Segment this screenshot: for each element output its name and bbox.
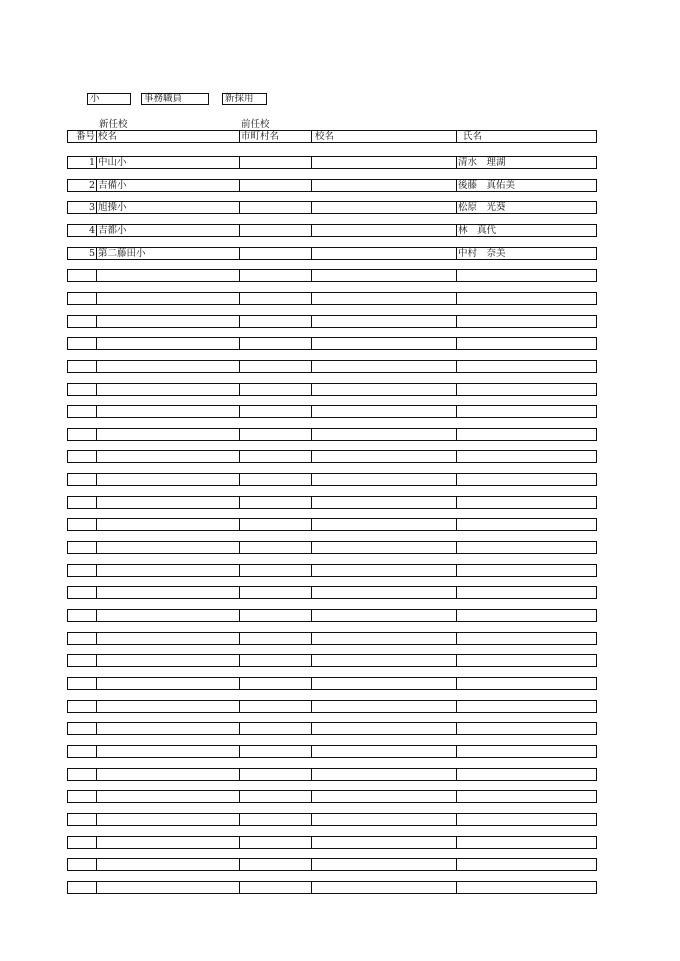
new-school-name-cell xyxy=(97,655,240,666)
previous-school-group-label: 前任校 xyxy=(241,119,270,130)
row-number-cell: 5 xyxy=(68,248,97,259)
staff-name-cell xyxy=(457,316,596,327)
row-number-cell: 1 xyxy=(68,157,97,168)
new-school-name-cell xyxy=(97,293,240,304)
row-number-cell xyxy=(68,270,97,281)
prev-school-name-cell xyxy=(312,882,457,893)
prev-city-cell xyxy=(240,384,312,395)
job-type-box: 事務職員 xyxy=(141,93,209,105)
staff-name-cell xyxy=(457,859,596,870)
new-school-name-cell xyxy=(97,746,240,757)
prev-city-cell xyxy=(240,202,312,213)
prev-city-cell xyxy=(240,474,312,485)
table-row xyxy=(67,360,597,373)
prev-school-name-cell xyxy=(312,406,457,417)
row-number-cell xyxy=(68,701,97,712)
prev-school-name-cell xyxy=(312,316,457,327)
staff-name-cell xyxy=(457,406,596,417)
table-row xyxy=(67,496,597,509)
new-school-name-cell xyxy=(97,406,240,417)
staff-name-cell xyxy=(457,723,596,734)
row-number-cell xyxy=(68,474,97,485)
new-school-name-cell xyxy=(97,791,240,802)
new-school-name-cell: 第二藤田小 xyxy=(97,248,240,259)
row-number-cell: 2 xyxy=(68,180,97,191)
new-school-name-cell: 中山小 xyxy=(97,157,240,168)
staff-name-cell xyxy=(457,633,596,644)
row-number-cell xyxy=(68,746,97,757)
staff-name-cell xyxy=(457,474,596,485)
staff-name-cell xyxy=(457,814,596,825)
row-number-cell xyxy=(68,451,97,462)
staff-name-cell xyxy=(457,587,596,598)
prev-school-name-cell xyxy=(312,384,457,395)
staff-name-cell: 松原 光葵 xyxy=(458,202,506,214)
new-school-name-cell xyxy=(97,270,240,281)
staff-name-cell xyxy=(457,610,596,621)
table-row xyxy=(67,836,597,849)
prev-city-cell xyxy=(240,361,312,372)
table-row xyxy=(67,450,597,463)
new-school-name-cell xyxy=(97,882,240,893)
prev-city-cell xyxy=(240,837,312,848)
new-school-name-cell xyxy=(97,610,240,621)
prev-city-cell xyxy=(240,769,312,780)
new-school-name-cell xyxy=(97,316,240,327)
prev-city-cell xyxy=(240,316,312,327)
table-row xyxy=(67,541,597,554)
new-school-name-cell: 吉都小 xyxy=(97,225,240,236)
table-row xyxy=(67,292,597,305)
table-row xyxy=(67,224,597,237)
row-number-cell xyxy=(68,542,97,553)
prev-city-cell xyxy=(240,225,312,236)
prev-school-name-cell xyxy=(312,814,457,825)
prev-school-name-cell xyxy=(312,678,457,689)
prev-school-name-cell xyxy=(312,497,457,508)
table-row xyxy=(67,337,597,350)
prev-city-cell xyxy=(240,746,312,757)
prev-school-name-cell xyxy=(312,361,457,372)
prev-school-name-cell xyxy=(312,451,457,462)
prev-school-name-cell xyxy=(312,587,457,598)
prev-city-cell xyxy=(240,814,312,825)
staff-name-cell xyxy=(457,451,596,462)
row-number-cell xyxy=(68,837,97,848)
col-header-prev-school: 校名 xyxy=(312,131,457,142)
prev-school-name-cell xyxy=(312,293,457,304)
col-header-name: 氏名 xyxy=(463,131,483,142)
new-school-name-cell xyxy=(97,384,240,395)
prev-school-name-cell xyxy=(312,519,457,530)
staff-name-cell xyxy=(457,519,596,530)
prev-school-name-cell xyxy=(312,791,457,802)
prev-school-name-cell xyxy=(312,202,457,213)
row-number-cell xyxy=(68,338,97,349)
row-number-cell: 4 xyxy=(68,225,97,236)
prev-city-cell xyxy=(240,587,312,598)
row-number-cell xyxy=(68,429,97,440)
prev-school-name-cell xyxy=(312,474,457,485)
staff-name-cell xyxy=(457,361,596,372)
prev-school-name-cell xyxy=(312,180,457,191)
prev-school-name-cell xyxy=(312,338,457,349)
prev-school-name-cell xyxy=(312,723,457,734)
staff-name-cell xyxy=(457,837,596,848)
prev-school-name-cell xyxy=(312,542,457,553)
table-row xyxy=(67,790,597,803)
new-school-name-cell xyxy=(97,837,240,848)
table-row xyxy=(67,745,597,758)
new-school-name-cell xyxy=(97,338,240,349)
prev-city-cell xyxy=(240,293,312,304)
prev-school-name-cell xyxy=(312,157,457,168)
new-school-name-cell xyxy=(97,769,240,780)
staff-name-cell: 後藤 真佑美 xyxy=(458,179,516,191)
row-number-cell xyxy=(68,882,97,893)
table-header-row xyxy=(67,130,597,143)
prev-city-cell xyxy=(240,429,312,440)
prev-school-name-cell xyxy=(312,225,457,236)
row-number-cell xyxy=(68,633,97,644)
col-header-number: 番号 xyxy=(68,131,97,142)
staff-name-cell xyxy=(457,384,596,395)
staff-name-cell xyxy=(457,542,596,553)
new-school-name-cell xyxy=(97,451,240,462)
prev-city-cell xyxy=(240,157,312,168)
table-row xyxy=(67,677,597,690)
prev-school-name-cell xyxy=(312,837,457,848)
table-row xyxy=(67,428,597,441)
prev-school-name-cell xyxy=(312,610,457,621)
row-number-cell xyxy=(68,293,97,304)
row-number-cell xyxy=(68,769,97,780)
prev-city-cell xyxy=(240,519,312,530)
prev-school-name-cell xyxy=(312,859,457,870)
row-number-cell xyxy=(68,655,97,666)
table-row xyxy=(67,858,597,871)
table-row xyxy=(67,179,597,192)
staff-name-cell xyxy=(457,270,596,281)
prev-city-cell xyxy=(240,406,312,417)
table-row xyxy=(67,654,597,667)
staff-name-cell xyxy=(457,882,596,893)
table-row xyxy=(67,269,597,282)
new-school-name-cell xyxy=(97,723,240,734)
new-school-name-cell xyxy=(97,361,240,372)
prev-school-name-cell xyxy=(312,701,457,712)
category-box: 新採用 xyxy=(222,93,267,105)
new-school-name-cell xyxy=(97,519,240,530)
prev-city-cell xyxy=(240,542,312,553)
table-row xyxy=(67,405,597,418)
table-row xyxy=(67,247,597,260)
new-school-name-cell xyxy=(97,701,240,712)
staff-name-cell xyxy=(457,678,596,689)
new-school-name-cell xyxy=(97,633,240,644)
row-number-cell xyxy=(68,384,97,395)
table-row xyxy=(67,586,597,599)
staff-name-cell xyxy=(457,497,596,508)
table-row xyxy=(67,156,597,169)
row-number-cell: 3 xyxy=(68,202,97,213)
row-number-cell xyxy=(68,587,97,598)
table-row xyxy=(67,201,597,214)
new-school-group-label: 新任校 xyxy=(99,119,128,130)
row-number-cell xyxy=(68,497,97,508)
prev-city-cell xyxy=(240,859,312,870)
staff-name-cell: 林 真代 xyxy=(458,224,497,236)
staff-name-cell xyxy=(457,746,596,757)
new-school-name-cell xyxy=(97,814,240,825)
prev-city-cell xyxy=(240,270,312,281)
table-row xyxy=(67,632,597,645)
prev-city-cell xyxy=(240,565,312,576)
row-number-cell xyxy=(68,610,97,621)
row-number-cell xyxy=(68,859,97,870)
row-number-cell xyxy=(68,361,97,372)
row-number-cell xyxy=(68,791,97,802)
col-header-new-school: 校名 xyxy=(97,131,240,142)
new-school-name-cell xyxy=(97,542,240,553)
new-school-name-cell: 吉備小 xyxy=(97,180,240,191)
prev-city-cell xyxy=(240,723,312,734)
row-number-cell xyxy=(68,678,97,689)
prev-city-cell xyxy=(240,338,312,349)
table-row xyxy=(67,881,597,894)
prev-city-cell xyxy=(240,882,312,893)
prev-city-cell xyxy=(240,633,312,644)
table-row xyxy=(67,383,597,396)
row-number-cell xyxy=(68,565,97,576)
prev-city-cell xyxy=(240,701,312,712)
table-row xyxy=(67,315,597,328)
prev-school-name-cell xyxy=(312,655,457,666)
table-row xyxy=(67,609,597,622)
prev-school-name-cell xyxy=(312,633,457,644)
table-row xyxy=(67,722,597,735)
row-number-cell xyxy=(68,723,97,734)
staff-name-cell xyxy=(457,701,596,712)
table-row xyxy=(67,768,597,781)
new-school-name-cell xyxy=(97,587,240,598)
prev-school-name-cell xyxy=(312,746,457,757)
row-number-cell xyxy=(68,519,97,530)
staff-name-cell: 中村 奈美 xyxy=(458,247,506,259)
new-school-name-cell: 旭操小 xyxy=(97,202,240,213)
new-school-name-cell xyxy=(97,565,240,576)
prev-city-cell xyxy=(240,678,312,689)
prev-city-cell xyxy=(240,248,312,259)
new-school-name-cell xyxy=(97,497,240,508)
row-number-cell xyxy=(68,406,97,417)
table-row xyxy=(67,813,597,826)
table-row xyxy=(67,700,597,713)
prev-school-name-cell xyxy=(312,429,457,440)
staff-name-cell xyxy=(457,338,596,349)
prev-city-cell xyxy=(240,610,312,621)
staff-name-cell xyxy=(457,565,596,576)
prev-school-name-cell xyxy=(312,565,457,576)
prev-city-cell xyxy=(240,791,312,802)
new-school-name-cell xyxy=(97,474,240,485)
row-number-cell xyxy=(68,316,97,327)
new-school-name-cell xyxy=(97,859,240,870)
table-row xyxy=(67,564,597,577)
prev-city-cell xyxy=(240,497,312,508)
staff-name-cell xyxy=(457,655,596,666)
col-header-city: 市町村名 xyxy=(240,131,312,142)
staff-name-cell xyxy=(457,791,596,802)
staff-name-cell xyxy=(457,769,596,780)
prev-city-cell xyxy=(240,655,312,666)
table-row xyxy=(67,518,597,531)
row-number-cell xyxy=(68,814,97,825)
new-school-name-cell xyxy=(97,678,240,689)
prev-school-name-cell xyxy=(312,769,457,780)
prev-city-cell xyxy=(240,451,312,462)
prev-school-name-cell xyxy=(312,270,457,281)
school-level-box: 小 xyxy=(87,93,131,105)
staff-name-cell xyxy=(457,429,596,440)
prev-city-cell xyxy=(240,180,312,191)
table-row xyxy=(67,473,597,486)
prev-school-name-cell xyxy=(312,248,457,259)
staff-name-cell xyxy=(457,293,596,304)
new-school-name-cell xyxy=(97,429,240,440)
staff-name-cell: 清水 理湖 xyxy=(458,157,506,168)
